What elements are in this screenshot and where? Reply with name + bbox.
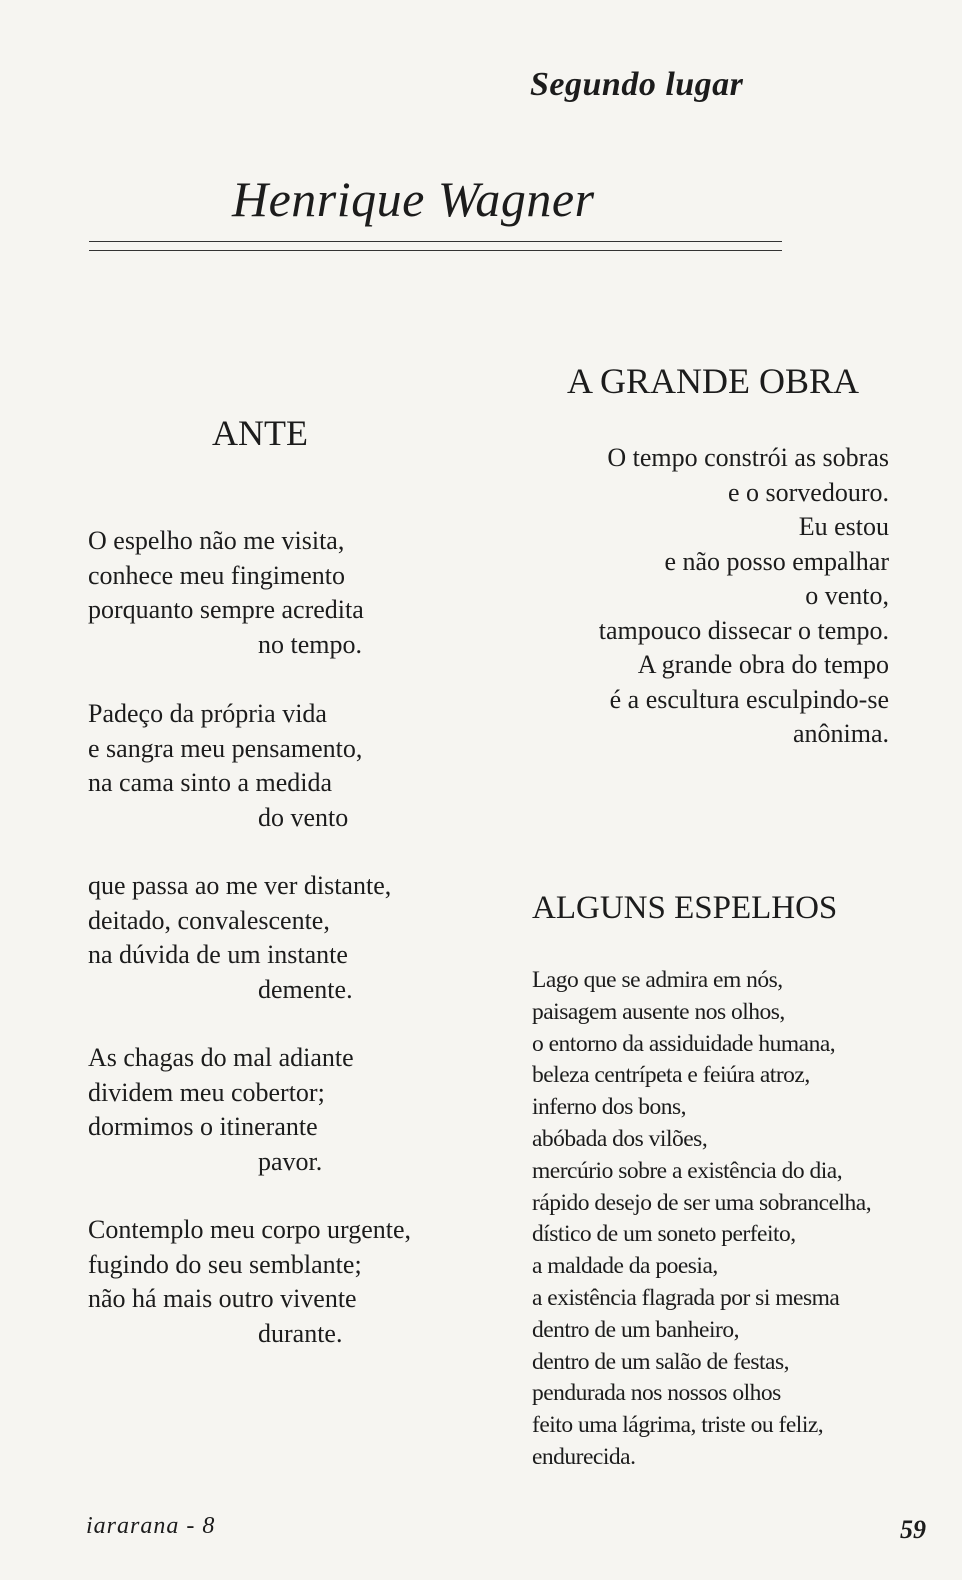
poem-line: deitado, convalescente,: [88, 905, 330, 935]
poem-line: porquanto sempre acredita: [88, 595, 364, 624]
poem-line: Lago que se admira em nós,: [532, 967, 783, 993]
poem-line: conhece meu fingimento: [88, 560, 346, 590]
poem-line: O espelho não me visita,: [88, 526, 345, 555]
poem-line: O tempo constrói as sobras: [607, 443, 889, 472]
poem-line: o entorno da assiduidade humana,: [532, 1030, 836, 1057]
poem-line: é a escultura esculpindo-se: [609, 684, 889, 714]
poem-line: anônima.: [792, 719, 889, 748]
poem-line: As chagas do mal adiante: [88, 1043, 354, 1072]
poem-line: dividem meu cobertor;: [88, 1077, 325, 1107]
poem-title-ante: ANTE: [212, 413, 308, 453]
poem-line: endurecida.: [532, 1443, 636, 1470]
poem-line: dístico de um soneto perfeito,: [532, 1221, 796, 1248]
poem-line: demente.: [258, 974, 353, 1004]
poem-grande-obra: [540, 441, 889, 752]
stanza: [88, 869, 391, 1007]
title-rule-bottom: [89, 250, 782, 251]
poem-line: a maldade da poesia,: [532, 1253, 718, 1280]
poem-line: não há mais outro vivente: [88, 1284, 357, 1313]
poem-line: pendurada nos nossos olhos: [532, 1380, 781, 1407]
poem-line: feito uma lágrima, triste ou feliz,: [532, 1412, 824, 1439]
poem-line: que passa ao me ver distante,: [88, 871, 392, 900]
poem-line: fugindo do seu semblante;: [88, 1249, 362, 1279]
poem-line: dentro de um banheiro,: [532, 1316, 739, 1343]
stanza: [88, 1041, 354, 1179]
poem-line: abóbada dos vilões,: [532, 1125, 708, 1152]
section-label: Segundo lugar: [530, 66, 744, 103]
poem-line: no tempo.: [258, 629, 362, 659]
poem-line: na dúvida de um instante: [88, 940, 348, 969]
poem-line: pavor.: [258, 1146, 323, 1176]
poem-line: rápido desejo de ser uma sobrancelha,: [532, 1189, 872, 1216]
poem-line: Contemplo meu corpo urgente,: [88, 1215, 412, 1244]
poem-line: Padeço da própria vida: [88, 699, 327, 728]
poem-line: inferno dos bons,: [532, 1094, 687, 1121]
poem-line: paisagem ausente nos olhos,: [532, 998, 785, 1025]
author-name: Henrique Wagner: [232, 171, 595, 227]
poem-line: a existência flagrada por si mesma: [532, 1284, 840, 1311]
poem-line: na cama sinto a medida: [88, 768, 333, 797]
poem-line: dormimos o itinerante: [88, 1112, 318, 1141]
poem-line: do vento: [258, 802, 349, 832]
poem-line: e não posso empalhar: [664, 546, 889, 576]
poem-line: A grande obra do tempo: [637, 650, 889, 679]
poem-line: beleza centrípeta e feiúra atroz,: [532, 1062, 810, 1089]
poem-line: dentro de um salão de festas,: [532, 1348, 789, 1375]
title-rule-top: [89, 241, 782, 242]
stanza: [88, 524, 364, 662]
poem-line: tampouco dissecar o tempo.: [598, 615, 889, 645]
stanza: [88, 697, 362, 835]
poem-alguns-espelhos: [532, 965, 942, 1474]
poem-line: e sangra meu pensamento,: [88, 733, 363, 763]
poem-title-grande-obra: A GRANDE OBRA: [567, 361, 860, 401]
poem-line: Eu estou: [798, 512, 889, 541]
stanza: [88, 1213, 411, 1351]
poem-title-alguns-espelhos: ALGUNS ESPELHOS: [532, 890, 838, 926]
poem-line: mercúrio sobre a existência do dia,: [532, 1157, 843, 1184]
journal-footer: iararana - 8: [86, 1513, 216, 1539]
poem-line: durante.: [258, 1318, 343, 1348]
poem-line: o vento,: [805, 581, 889, 610]
page-number: 59: [900, 1515, 926, 1544]
poem-line: e o sorvedouro.: [727, 477, 889, 507]
